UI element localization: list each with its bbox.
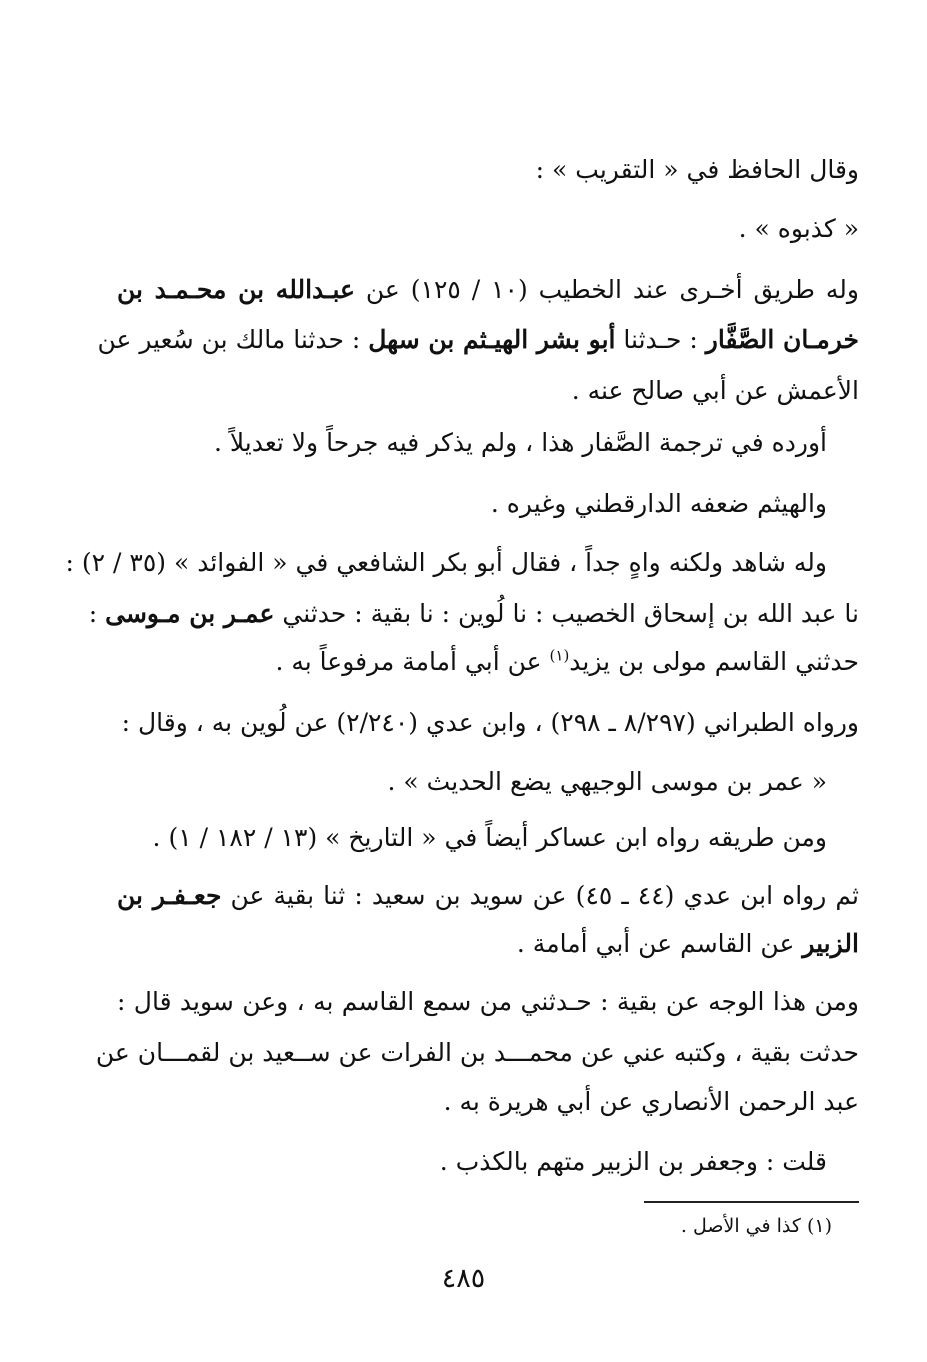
- bold-name: عمـر بن مـوسى: [105, 599, 275, 628]
- text-line-15: الزبير عن القاسم عن أبي أمامة .: [516, 929, 859, 958]
- footnote-marker: (١): [549, 646, 570, 665]
- text-line-14: ثم رواه ابن عدي (٤٤ ـ ٤٥) عن سويد بن سعيد : ثنا بقية عن جعـفـر بن: [117, 881, 859, 910]
- footnote: (١) كذا في الأصل .: [680, 1215, 832, 1237]
- bold-name: خرمـان الصَّفَّار: [705, 325, 859, 354]
- text-line-12: « عمر بن موسى الوجيهي يضع الحديث » .: [387, 767, 827, 796]
- text-line-13: ومن طريقه رواه ابن عساكر أيضاً في « التاريخ » (١٣ / ١٨٢ / ١) .: [152, 823, 827, 852]
- text-line-4: خرمـان الصَّفَّار : حـدثنا أبو بشر الهيـثم بن سهل : حدثنا مالك بن سُعير عن: [97, 325, 859, 354]
- bold-name: جعـفـر بن: [117, 881, 222, 910]
- text-line-6: أورده في ترجمة الصَّفار هذا ، ولم يذكر فيه جرحاً ولا تعديلاً .: [213, 428, 827, 457]
- text-line-10: حدثني القاسم مولى بن يزيد$^{(١)}$ عن أبي أمامة مرفوعاً به .: [275, 646, 859, 676]
- text-line-11: ورواه الطبراني (٨/٢٩٧ ـ ٢٩٨) ، وابن عدي (٢/٢٤٠) عن لُوين به ، وقال :: [121, 708, 859, 737]
- bold-name: الزبير: [802, 929, 859, 958]
- text-line-1: وقال الحافظ في « التقريب » :: [535, 155, 859, 184]
- text-line-3: وله طريق أخـرى عند الخطيب (١٠ / ١٢٥) عن عبـدالله بن محـمـد بن: [117, 275, 859, 304]
- text-line-16: ومن هذا الوجه عن بقية : حـدثني من سمع القاسم به ، وعن سويد قال :: [117, 987, 859, 1016]
- text-line-17: حدثت بقية ، وكتبه عني عن محمـــد بن الفرات عن ســعيد بن لقمـــان عن: [95, 1038, 859, 1067]
- bold-name: عبـدالله بن محـمـد بن: [117, 275, 355, 304]
- text-line-18: عبد الرحمن الأنصاري عن أبي هريرة به .: [443, 1087, 859, 1116]
- text-line-2: « كذبوه » .: [738, 214, 859, 243]
- text-line-8: وله شاهد ولكنه واهٍ جداً ، فقال أبو بكر الشافعي في « الفوائد » (٣٥ / ٢) :: [65, 548, 827, 577]
- text-line-19: قلت : وجعفر بن الزبير متهم بالكذب .: [439, 1147, 827, 1176]
- text-line-7: والهيثم ضعفه الدارقطني وغيره .: [490, 489, 827, 518]
- text-line-5: الأعمش عن أبي صالح عنه .: [571, 376, 859, 405]
- footnote-divider: [644, 1201, 859, 1203]
- text-line-9: نا عبد الله بن إسحاق الخصيب : نا لُوين : نا بقية : حدثني عمـر بن مـوسى :: [88, 599, 859, 628]
- bold-name: أبو بشر الهيـثم بن سهل: [368, 325, 616, 354]
- page-number: ٤٨٥: [441, 1263, 486, 1294]
